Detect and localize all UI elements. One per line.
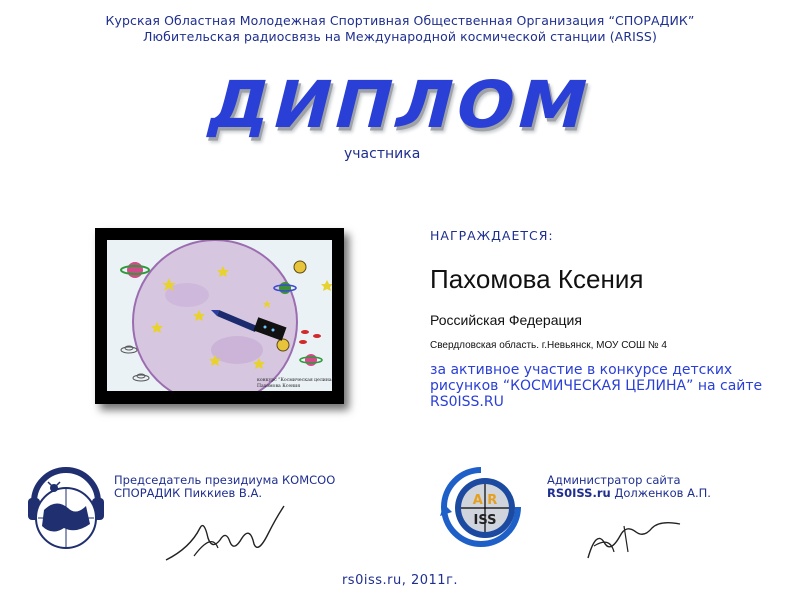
footer-text: rs0iss.ru, 2011г. — [341, 573, 459, 588]
chairman-signature — [160, 498, 300, 568]
diploma-title: ДИПЛОМ — [200, 67, 600, 144]
sun-icon — [277, 339, 289, 351]
recipient-name: Пахомова Ксения — [430, 264, 644, 294]
recipient-country: Российская Федерация — [430, 312, 582, 328]
planet-shape — [133, 240, 297, 391]
admin-title: Администратор сайта — [547, 473, 681, 487]
admin-caption — [547, 474, 787, 500]
chairman-title: Председатель президиума КОМСОО — [114, 473, 336, 487]
recipient-region: Свердловская область. г.Невьянск, МОУ СОШ № 4 — [430, 340, 667, 351]
sporadik-globe-logo — [24, 462, 108, 554]
award-reason: за активное участие в конкурсе детских рисунков “КОСМИЧЕСКАЯ ЦЕЛИНА” на сайте RS0ISS.RU — [430, 362, 763, 410]
admin-site: RS0ISS.ru — [547, 486, 611, 500]
admin-name-line — [547, 487, 787, 500]
admin-signature — [580, 506, 690, 566]
chairman-name: СПОРАДИК Пиккиев В.А. — [114, 486, 263, 500]
drawing-caption-1: конкурс "Космическая целина" — [257, 378, 332, 383]
organization-name: Курская Областная Молодежная Спортивная Общественная Организация “СПОРАДИК” — [105, 13, 695, 28]
diploma-subtitle: участника — [344, 146, 421, 162]
header-subtitle: Любительская радиосвязь на Международной космической станции (ARISS) — [143, 29, 657, 44]
children-drawing — [107, 240, 332, 391]
chairman-caption — [114, 474, 384, 500]
ariss-logo-bottom-text: ISS — [473, 513, 497, 528]
drawing-caption-2: Пахомова Ксения — [257, 384, 301, 389]
sun-icon — [294, 261, 306, 273]
space-drawing-illustration — [107, 240, 332, 391]
awarded-label: НАГРАЖДАЕТСЯ: — [430, 228, 554, 243]
ariss-logo-top-text: A R — [472, 493, 498, 508]
ariss-logo — [438, 464, 524, 550]
drawing-frame — [95, 228, 344, 404]
admin-name: Долженков А.П. — [610, 486, 711, 500]
